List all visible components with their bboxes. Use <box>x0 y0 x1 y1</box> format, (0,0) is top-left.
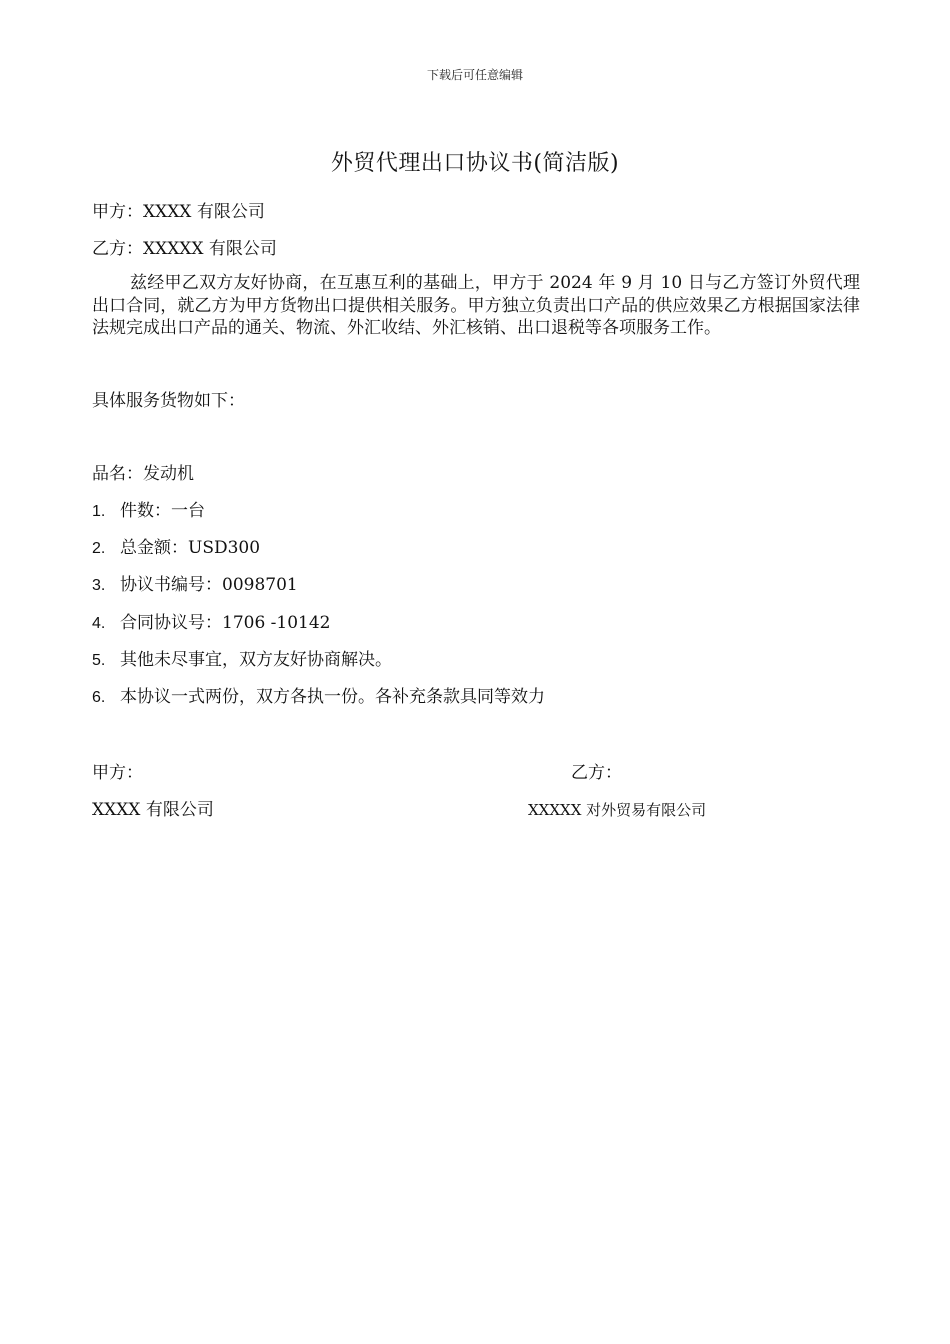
list-text: 合同协议号：1706 -10142 <box>120 613 331 633</box>
list-item <box>92 574 298 597</box>
signature-party-a-company: XXXX 有限公司 <box>92 800 214 820</box>
agreement-paragraph: 兹经甲乙双方友好协商，在互惠互利的基础上，甲方于 2024 年 9 月 10 日与乙方签订外贸代理出口合同，就乙方为甲方货物出口提供相关服务。甲方独立负责出口产品的供应效果乙方根据国家法律法规完成出口产品的通关、物流、外汇收结、外汇核销、出口退税等各项服务工作。 <box>92 273 860 338</box>
list-text: 其他未尽事宜，双方友好协商解决。 <box>120 650 392 670</box>
list-item <box>92 537 260 560</box>
goods-intro: 具体服务货物如下： <box>92 391 245 411</box>
list-item <box>92 686 545 709</box>
list-number: 2. <box>92 540 106 557</box>
party-b-line: 乙方：XXXXX 有限公司 <box>92 239 277 259</box>
list-number: 5. <box>92 652 106 669</box>
list-text: 协议书编号：0098701 <box>120 575 298 595</box>
signature-party-b-company: XXXXX 对外贸易有限公司 <box>528 801 707 819</box>
list-text: 件数：一台 <box>120 501 205 521</box>
list-number: 3. <box>92 577 106 594</box>
signature-party-b-label: 乙方： <box>571 763 622 783</box>
list-text: 总金额：USD300 <box>120 538 261 558</box>
list-item <box>92 500 205 523</box>
header-note: 下载后可任意编辑 <box>426 68 523 82</box>
list-item <box>92 612 331 635</box>
list-number: 6. <box>92 689 106 706</box>
list-number: 1. <box>92 503 106 520</box>
document-title: 外贸代理出口协议书(简洁版) <box>330 151 620 176</box>
party-a-line: 甲方：XXXX 有限公司 <box>92 202 265 222</box>
list-text: 本协议一式两份，双方各执一份。各补充条款具同等效力 <box>120 687 545 707</box>
list-number: 4. <box>92 615 106 632</box>
product-name: 品名：发动机 <box>92 464 194 484</box>
signature-party-a-label: 甲方： <box>92 763 143 783</box>
list-item <box>92 649 392 672</box>
